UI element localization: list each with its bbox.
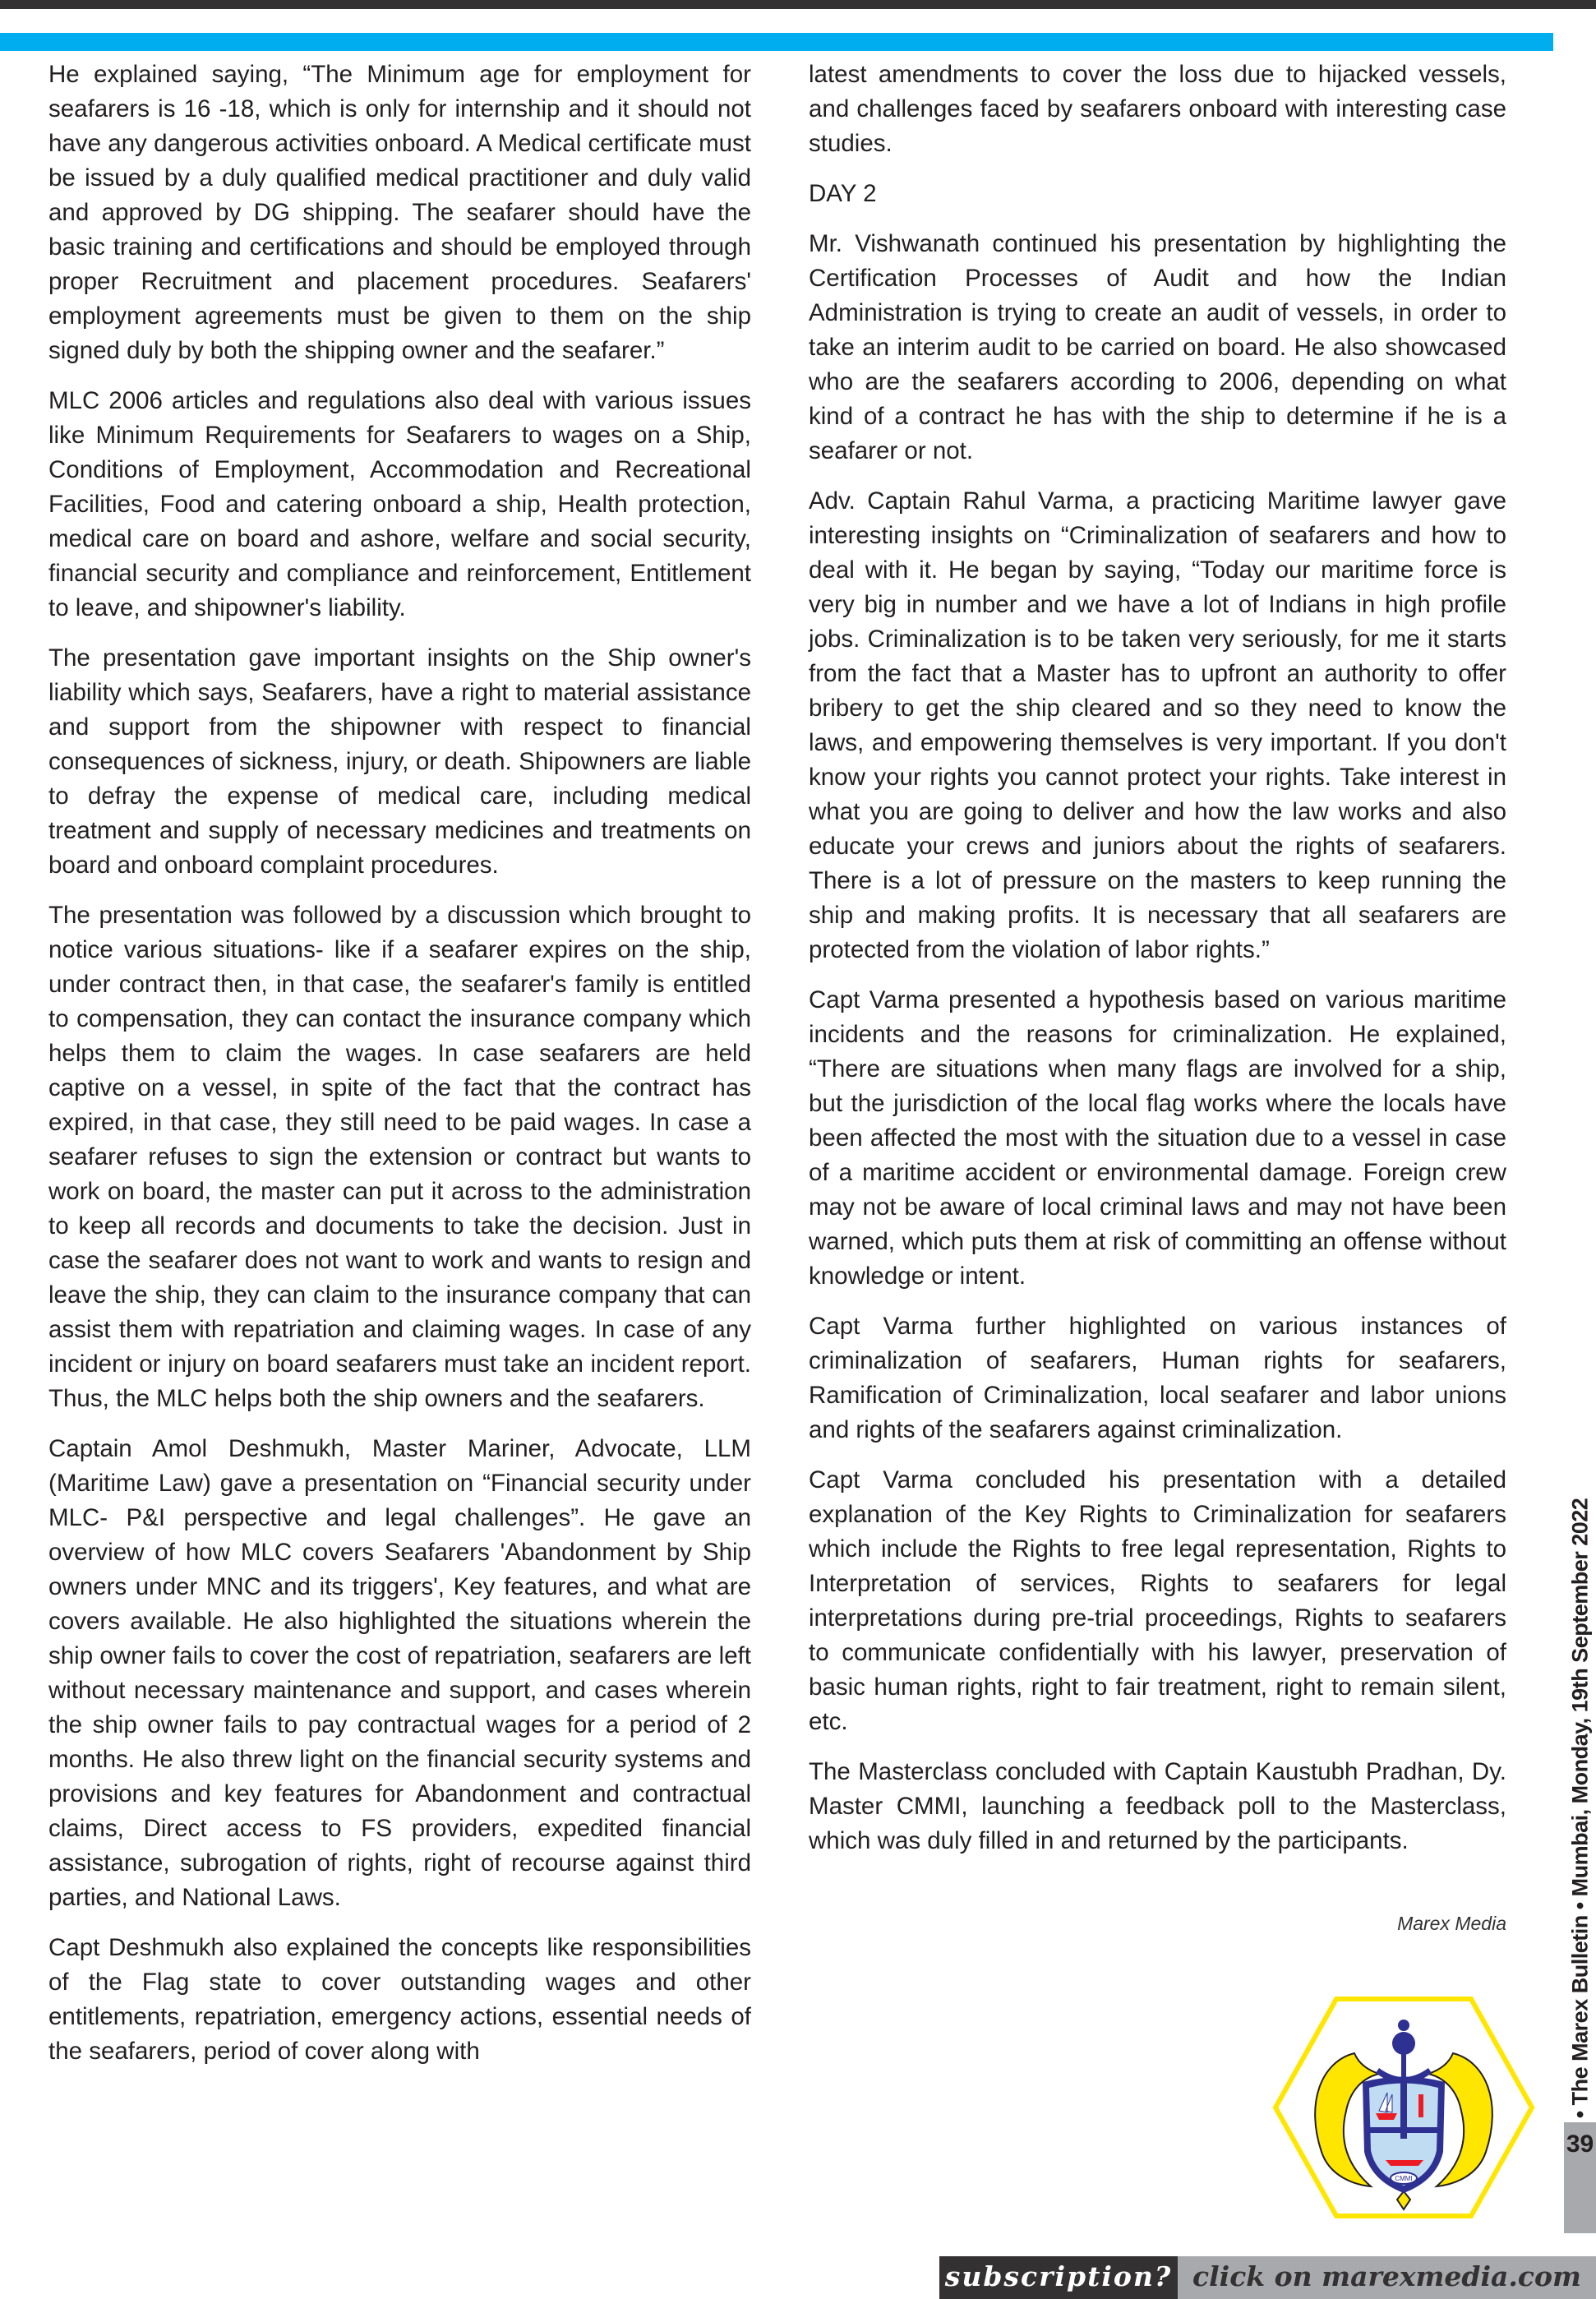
subscription-label: subscription?: [939, 2256, 1178, 2299]
paragraph: Adv. Captain Rahul Varma, a practicing Maritime lawyer gave interesting insights on “Criminalization of seafarers and how to deal with it. He began by saying, “Today our maritime force is very big in number and we have a lot of Indians in high profile jobs. Criminalization is to be taken very seriously, for me it starts from the fact that a Master has to upfront an authority to offer bribery to get the ship cleared and so they need to know the laws, and empowering themselves is very important. If you don't know your rights you cannot protect your rights. Take interest in what you are going to deliver and how the law works and also educate your crews and juniors about the rights of seafarers. There is a lot of pressure on the masters to keep running the ship and making profits. It is necessary that all seafarers are protected from the violation of labor rights.”: [809, 487, 1506, 963]
logo-text: CMMI: [1395, 2175, 1413, 2182]
paragraph: Capt Varma presented a hypothesis based on various maritime incidents and the reasons for criminalization. He explained, “There are situations when many flags are involved for a ship, but the jurisdiction of the local flag works where the locals have been affected the most with the situation due to a vessel in case of a maritime accident or environmental damage. Foreign crew may not be aware of local criminal laws and may not have been warned, which puts them at risk of committing an offense without knowledge or intent.: [809, 986, 1506, 1290]
paragraph: The Masterclass concluded with Captain Kaustubh Pradhan, Dy. Master CMMI, launching a feedback poll to the Masterclass, which was duly filled in and returned by the participants.: [809, 1758, 1506, 1854]
cmmi-crest-logo: [1272, 1996, 1535, 2219]
paragraph: He explained saying, “The Minimum age for employment for seafarers is 16 -18, which is only for internship and it should not have any dangerous activities onboard. A Medical certificate must be issued by a duly qualified medical practitioner and duly valid and approved by DG shipping. The seafarer should have the basic training and certifications and should be employed through proper Recruitment and placement procedures. Seafarers' employment agreements must be given to them on the ship signed duly by both the shipping owner and the seafarer.”: [48, 61, 751, 364]
page-number-box: [1564, 2122, 1596, 2233]
paragraph: MLC 2006 articles and regulations also deal with various issues like Minimum Requirements for Seafarers to wages on a Ship, Conditions of Employment, Accommodation and Recreational Facilities, Food and catering onboard a ship, Health protection, medical care on board and ashore, welfare and social security, financial security and compliance and reinforcement, Entitlement to leave, and shipowner's liability.: [48, 387, 751, 621]
paragraph: Capt Varma further highlighted on various instances of criminalization of seafarers, Human rights for seafarers, Ramification of Criminalization, local seafarer and labor unions and rights of the seafarers against criminalization.: [809, 1313, 1506, 1443]
section-heading: DAY 2: [809, 180, 877, 207]
author-signature: Marex Media: [1397, 1913, 1506, 1934]
paragraph: latest amendments to cover the loss due to hijacked vessels, and challenges faced by seafarers onboard with interesting case studies.: [809, 61, 1506, 157]
right-column: [809, 58, 1506, 1874]
paragraph: Captain Amol Deshmukh, Master Mariner, Advocate, LLM (Maritime Law) gave a presentation on “Financial security under MLC- P&I perspective and legal challenges”. He gave an overview of how MLC covers Seafarers 'Abandonment by Ship owners under MNC and its triggers', Key features, and what are covers available. He also highlighted the situations wherein the ship owner fails to cover the cost of repatriation, seafarers are left without necessary maintenance and support, and cases wherein the ship owner fails to pay contractual wages for a period of 2 months. He also threw light on the financial security systems and provisions and key features for Abandonment and contractual claims, Direct access to FS providers, expedited financial assistance, subrogation of rights, right of recourse against third parties, and National Laws.: [48, 1435, 751, 1911]
paragraph: The presentation gave important insights on the Ship owner's liability which says, Seafarers, have a right to material assistance and support from the shipowner with respect to financial consequences of sickness, injury, or death. Shipowners are liable to defray the expense of medical care, including medical treatment and supply of necessary medicines and treatments on board and onboard complaint procedures.: [48, 644, 751, 879]
top-dark-bar: [0, 0, 1596, 9]
paragraph: Mr. Vishwanath continued his presentation by highlighting the Certification Processes of Audit and how the Indian Administration is trying to create an audit of vessels, in order to take an interim audit to be carried on board. He also showcased who are the seafarers according to 2006, depending on what kind of a contract he has with the ship to determine if he is a seafarer or not.: [809, 230, 1506, 464]
paragraph: Capt Varma concluded his presentation with a detailed explanation of the Key Rights to Criminalization for seafarers which include the Rights to free legal representation, Rights to Interpretation of services, Rights to seafarers for legal interpretations during pre-trial proceedings, Rights to seafarers to communicate confidentially with his lawyer, preservation of basic human rights, right to fair treatment, right to remain silent, etc.: [809, 1466, 1506, 1735]
header-blue-bar: [0, 33, 1553, 51]
publication-sidebar: [1564, 1498, 1596, 2119]
paragraph: The presentation was followed by a discussion which brought to notice various situations- like if a seafarer expires on the ship, under contract then, in that case, the seafarer's family is entitled to compensation, they can contact the insurance company which helps them to claim the wages. In case seafarers are held captive on a vessel, in spite of the fact that the contract has expired, in that case, they still need to be paid wages. In case a seafarer refuses to sign the extension or contract but wants to work on board, the master can put it across to the administration to keep all records and documents to take the decision. Just in case the seafarer does not want to work and wants to resign and leave the ship, they can claim to the insurance company that can assist them with repatriation and claiming wages. In case of any incident or injury on board seafarers must take an incident report. Thus, the MLC helps both the ship owners and the seafarers.: [48, 902, 751, 1412]
paragraph: Capt Deshmukh also explained the concepts like responsibilities of the Flag state to cover outstanding wages and other entitlements, repatriation, emergency actions, essential needs of the seafarers, period of cover along with: [48, 1934, 751, 2065]
page-number: 39: [1566, 2130, 1594, 2158]
left-column: [48, 58, 751, 2084]
publication-info: • The Marex Bulletin • Mumbai, Monday, 19th September 2022: [1567, 1498, 1593, 2119]
subscription-link[interactable]: click on marexmedia.com: [1178, 2256, 1596, 2299]
